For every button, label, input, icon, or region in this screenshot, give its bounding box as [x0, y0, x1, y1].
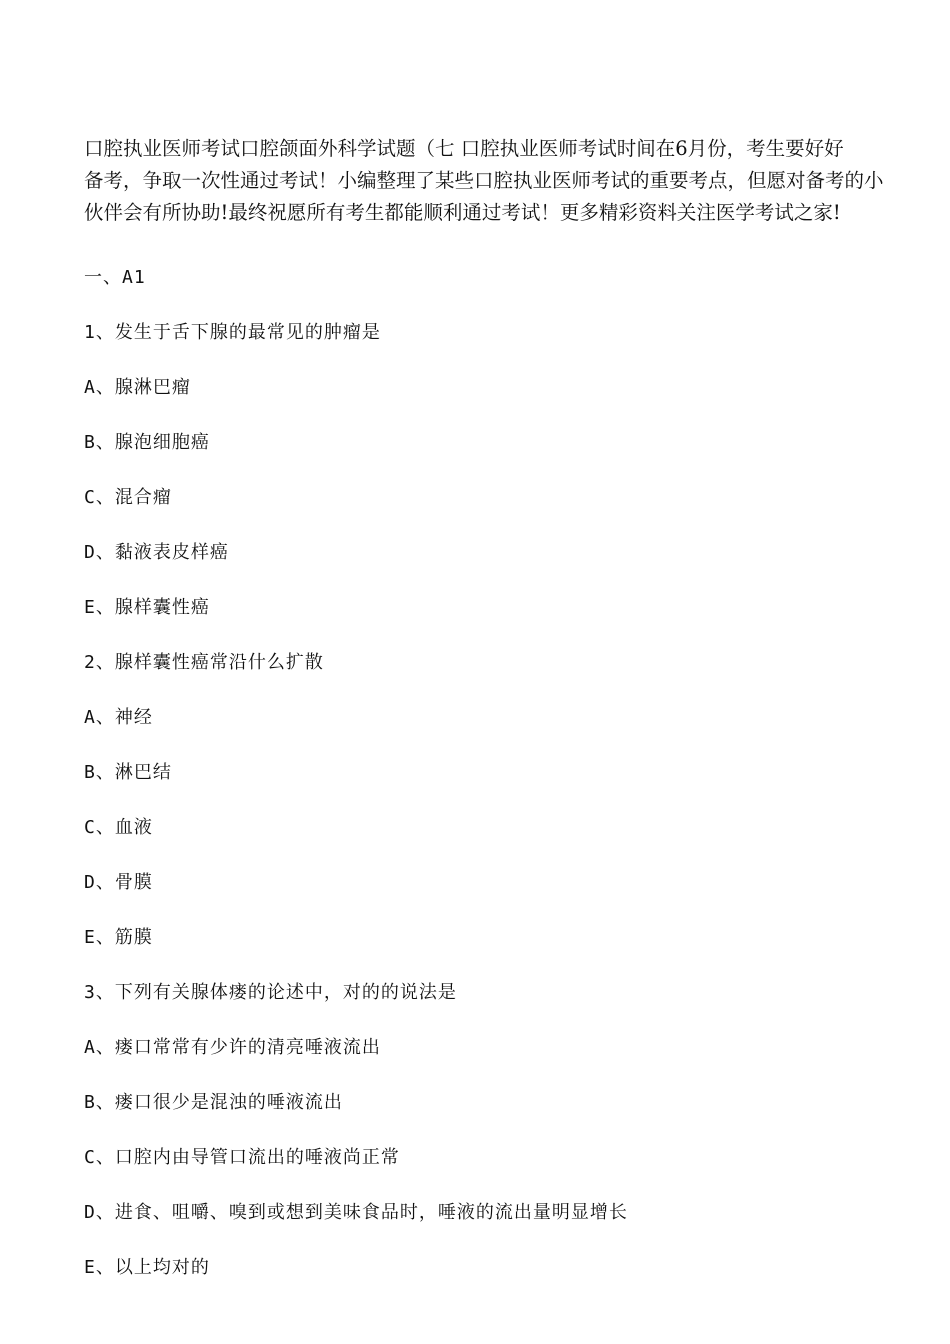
question-2-option-c: C、血液 [84, 817, 153, 838]
question-3-option-a: A、瘘口常常有少许的清亮唾液流出 [84, 1037, 381, 1058]
question-1-option-a: A、腺淋巴瘤 [84, 377, 191, 398]
intro-line-2: 备考，争取一次性通过考试！小编整理了某些口腔执业医师考试的重要考点，但愿对备考的小 [84, 169, 884, 192]
section-title: 一、A1 [84, 267, 146, 288]
question-1-option-b: B、腺泡细胞癌 [84, 432, 210, 453]
question-3-option-d: D、进食、咀嚼、嗅到或想到美味食品时，唾液的流出量明显增长 [84, 1202, 628, 1223]
question-2-stem: 2、腺样囊性癌常沿什么扩散 [84, 652, 324, 673]
intro-line-3: 伙伴会有所协助!最终祝愿所有考生都能顺利通过考试！更多精彩资料关注医学考试之家! [84, 201, 841, 224]
question-2-option-d: D、骨膜 [84, 872, 153, 893]
question-1-option-e: E、腺样囊性癌 [84, 597, 210, 618]
question-2-option-e: E、筋膜 [84, 927, 153, 948]
question-3-option-c: C、口腔内由导管口流出的唾液尚正常 [84, 1147, 400, 1168]
question-1-stem: 1、发生于舌下腺的最常见的肿瘤是 [84, 322, 381, 343]
question-1-option-d: D、黏液表皮样癌 [84, 542, 229, 563]
question-1-option-c: C、混合瘤 [84, 487, 172, 508]
question-3-stem: 3、下列有关腺体瘘的论述中，对的的说法是 [84, 982, 457, 1003]
question-2-option-a: A、神经 [84, 707, 153, 728]
question-3-option-b: B、瘘口很少是混浊的唾液流出 [84, 1092, 343, 1113]
question-2-option-b: B、淋巴结 [84, 762, 172, 783]
intro-line-1: 口腔执业医师考试口腔颌面外科学试题（七 口腔执业医师考试时间在6月份，考生要好好 [84, 137, 844, 160]
question-3-option-e: E、以上均对的 [84, 1257, 210, 1278]
